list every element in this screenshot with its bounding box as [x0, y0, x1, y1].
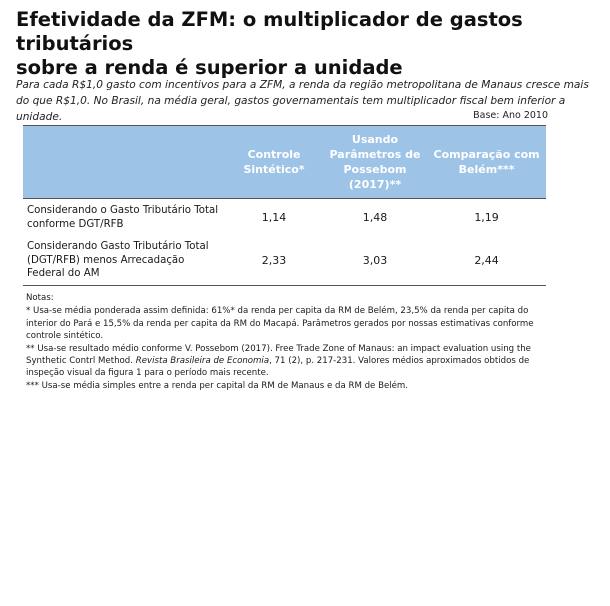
- cell-value: 2,33: [225, 236, 323, 286]
- row-label: Considerando Gasto Tributário Total (DGT/RFB) menos Arrecadação Federal do AM: [23, 236, 225, 286]
- subtitle: Para cada R$1,0 gasto com incentivos para a ZFM, a renda da região metropolitana de Manaus cresce mais do que R$1,0. No Brasil, na média geral, gastos governamentais tem multiplicador fiscal bem inferior a unidade.: [16, 79, 589, 123]
- notes-heading: Notas:: [26, 293, 54, 303]
- cell-value: 2,44: [427, 236, 546, 286]
- base-year-label: Base: Ano 2010: [473, 110, 548, 121]
- header-empty-cell: [23, 126, 225, 199]
- note-2: [26, 343, 546, 380]
- title-line-2: sobre a renda é superior a unidade: [16, 56, 403, 79]
- table-row: [23, 236, 546, 286]
- header-comparacao-belem: Comparação com Belém***: [427, 126, 546, 199]
- page-title: [16, 8, 596, 80]
- note-1: * Usa-se média ponderada assim definida: 61%* da renda per capita da RM de Belém, 23,5% da renda per capita do interior do Pará e 15,5% da renda per capita da RM do Macapá. Parâmetros gerados por nossas estimativas conforme controle sintético.: [26, 306, 534, 342]
- table-row: [23, 199, 546, 237]
- note-2-text-a: ** Usa-se resultado médio conforme V. Possebom (2017). Free Trade Zone of Manaus: an impact evaluation using the Synthetic Contrl Method.: [26, 343, 531, 367]
- notes-section: [26, 292, 546, 392]
- note-2-text-b: , 71 (2), p. 217-231. Valores médios aproximados obtidos de inspeção visual da figura 1 para o período mais recente.: [26, 356, 530, 379]
- cell-value: 1,48: [362, 210, 388, 224]
- header-controle-sintetico: Controle Sintético*: [225, 126, 323, 199]
- title-line-1: Efetividade da ZFM: o multiplicador de gastos tributários: [16, 8, 523, 55]
- row-label: Considerando o Gasto Tributário Total conforme DGT/RFB: [27, 205, 219, 230]
- table-header-row: [23, 126, 546, 199]
- cell-value: 1,14: [261, 210, 287, 224]
- multiplier-table: [23, 125, 546, 286]
- note-3: *** Usa-se média simples entre a renda per capital da RM de Manaus e da RM de Belém.: [26, 380, 409, 391]
- cell-value: 1,19: [474, 210, 499, 224]
- note-2-journal: Revista Brasileira de Economia: [135, 356, 270, 367]
- header-possebom: Usando Parâmetros de Possebom (2017)**: [323, 126, 427, 199]
- cell-value: 3,03: [323, 236, 427, 286]
